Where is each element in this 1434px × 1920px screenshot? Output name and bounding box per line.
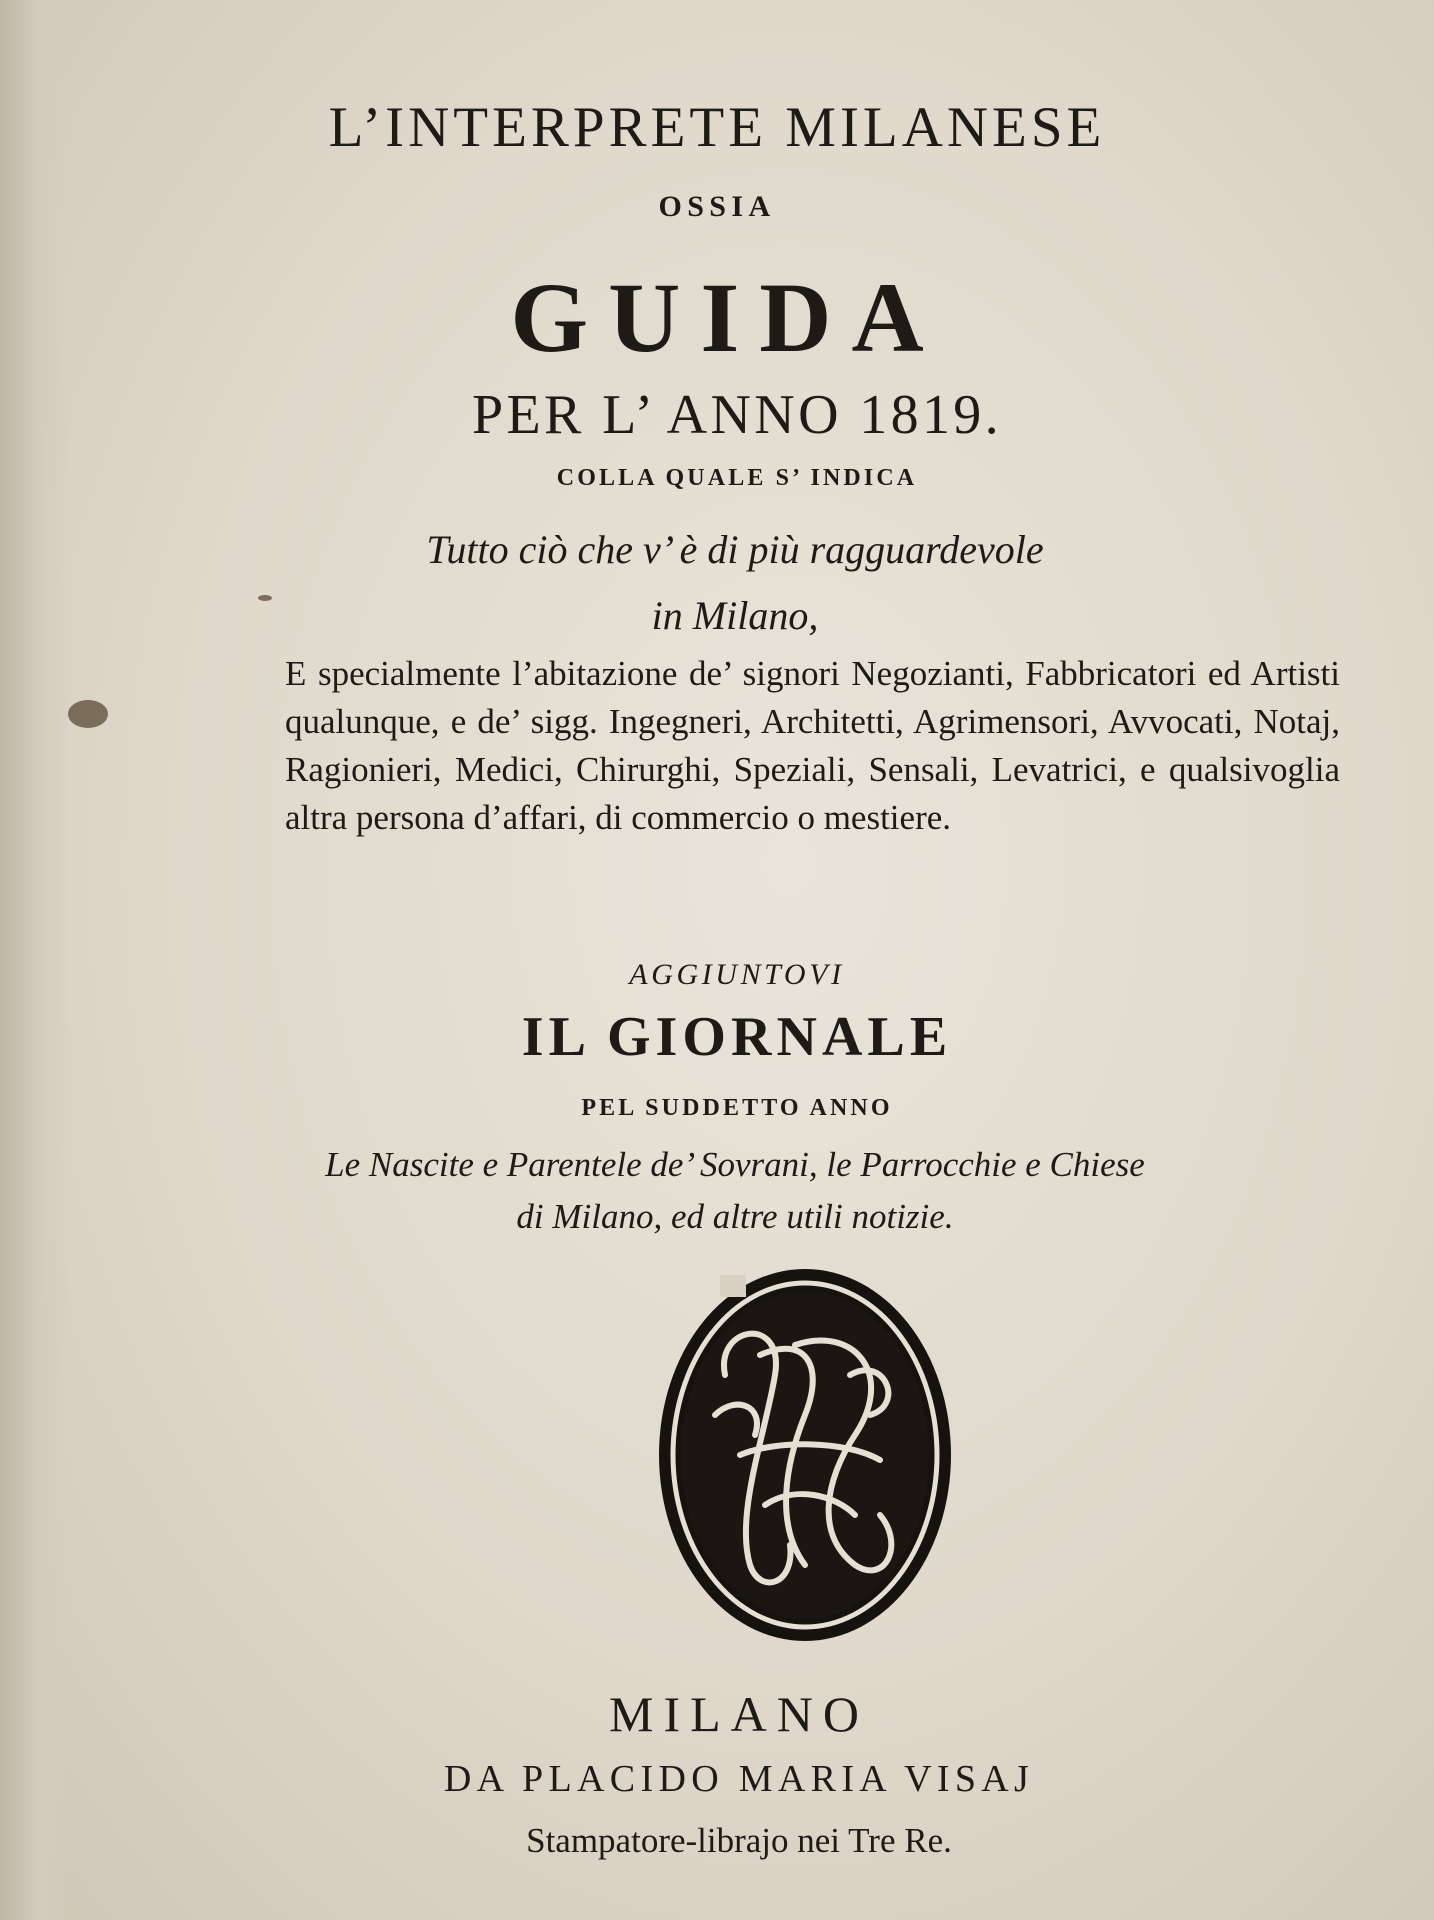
- italic-line-3: Le Nascite e Parentele de’ Sovrani, le Parrocchie e Chiese: [325, 1145, 1145, 1184]
- italic-line-2: in Milano,: [651, 593, 819, 638]
- pel-line: PEL SUDDETTO ANNO: [581, 1095, 893, 1121]
- subtitle-line: COLLA QUALE S’ INDICA: [556, 465, 918, 491]
- imprint-city: MILANO: [609, 1686, 869, 1742]
- imprint-printer: DA PLACIDO MARIA VISAJ: [443, 1758, 1035, 1800]
- title-line-1: L’INTERPRETE MILANESE: [328, 96, 1106, 159]
- ink-stain: [68, 700, 108, 728]
- monogram-emblem-icon: [655, 1265, 955, 1645]
- giornale-heading: IL GIORNALE: [521, 1006, 953, 1068]
- aggiuntovi-label: AGGIUNTOVI: [629, 958, 845, 991]
- main-title: GUIDA: [510, 262, 944, 373]
- italic-line-1: Tutto ciò che v’ è di più ragguardevole: [426, 527, 1044, 572]
- imprint-address: Stampatore-librajo nei Tre Re.: [526, 1821, 952, 1860]
- year-line: PER L’ ANNO 1819.: [471, 384, 1003, 446]
- italic-line-4: di Milano, ed altre utili notizie.: [516, 1197, 954, 1236]
- title-line-2: OSSIA: [658, 190, 776, 223]
- description-paragraph: E specialmente l’abitazione de’ signori Negozianti, Fabbricatori ed Artisti qualunque, e de’ sigg. Ingegneri, Architetti, Agrimensori, Avvocati, Notaj, Ragionieri, Medici, Chirurghi, Speziali, Sensali, Levatrici, e qualsivoglia altra persona d’affari, di commercio o mestiere.: [285, 654, 1340, 837]
